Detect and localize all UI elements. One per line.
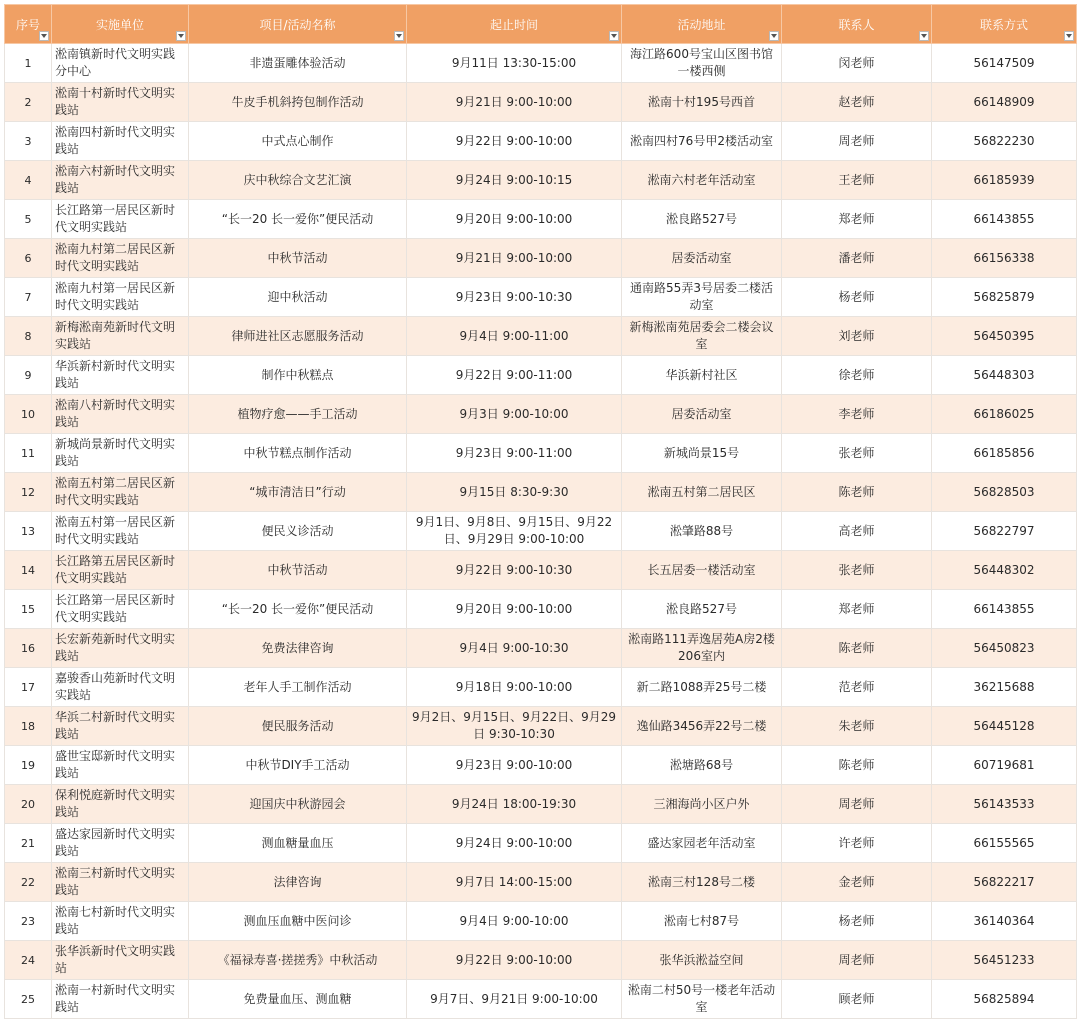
cell-time[interactable]: 9月7日、9月21日 9:00-10:00 <box>407 980 622 1019</box>
cell-unit[interactable]: 淞南八村新时代文明实践站 <box>52 395 189 434</box>
column-header-label: 活动地址 <box>677 17 726 32</box>
cell-unit[interactable]: 淞南六村新时代文明实践站 <box>52 161 189 200</box>
cell-seq[interactable]: 5 <box>5 200 52 239</box>
cell-phone[interactable]: 56448303 <box>932 356 1077 395</box>
cell-phone[interactable]: 56147509 <box>932 44 1077 83</box>
cell-unit[interactable]: 淞南镇新时代文明实践分中心 <box>52 44 189 83</box>
cell-project[interactable]: 非遗蛋雕体验活动 <box>189 44 407 83</box>
cell-contact[interactable]: 朱老师 <box>782 707 932 746</box>
cell-phone[interactable]: 56822230 <box>932 122 1077 161</box>
cell-phone[interactable]: 66155565 <box>932 824 1077 863</box>
column-header-address <box>622 5 782 44</box>
cell-time[interactable]: 9月22日 9:00-10:00 <box>407 941 622 980</box>
cell-time[interactable]: 9月24日 9:00-10:15 <box>407 161 622 200</box>
filter-dropdown-icon[interactable] <box>1064 31 1074 41</box>
cell-seq[interactable]: 21 <box>5 824 52 863</box>
cell-address[interactable]: 淞良路527号 <box>622 200 782 239</box>
cell-seq[interactable]: 24 <box>5 941 52 980</box>
cell-address[interactable]: 淞南三村128号二楼 <box>622 863 782 902</box>
cell-time[interactable]: 9月20日 9:00-10:00 <box>407 590 622 629</box>
cell-time[interactable]: 9月22日 9:00-11:00 <box>407 356 622 395</box>
cell-contact[interactable]: 陈老师 <box>782 629 932 668</box>
cell-unit[interactable]: 张华浜新时代文明实践站 <box>52 941 189 980</box>
table-row <box>5 356 1077 395</box>
cell-project[interactable]: 测血压血糖中医问诊 <box>189 902 407 941</box>
cell-phone[interactable]: 66143855 <box>932 590 1077 629</box>
cell-unit[interactable]: 淞南七村新时代文明实践站 <box>52 902 189 941</box>
cell-contact[interactable]: 周老师 <box>782 785 932 824</box>
cell-address[interactable]: 淞南七村87号 <box>622 902 782 941</box>
table-row <box>5 785 1077 824</box>
cell-address[interactable]: 新梅淞南苑居委会二楼会议室 <box>622 317 782 356</box>
cell-time[interactable]: 9月7日 14:00-15:00 <box>407 863 622 902</box>
cell-address[interactable]: 淞良路527号 <box>622 590 782 629</box>
cell-time[interactable]: 9月20日 9:00-10:00 <box>407 200 622 239</box>
cell-seq[interactable]: 22 <box>5 863 52 902</box>
cell-unit[interactable]: 嘉骏香山苑新时代文明实践站 <box>52 668 189 707</box>
cell-address[interactable]: 张华浜淞益空间 <box>622 941 782 980</box>
cell-contact[interactable]: 杨老师 <box>782 278 932 317</box>
activity-spreadsheet <box>4 4 1076 1019</box>
cell-unit[interactable]: 盛达家园新时代文明实践站 <box>52 824 189 863</box>
header-row <box>5 5 1077 44</box>
cell-phone[interactable]: 66156338 <box>932 239 1077 278</box>
cell-project[interactable]: 便民服务活动 <box>189 707 407 746</box>
table-row <box>5 44 1077 83</box>
cell-project[interactable]: 制作中秋糕点 <box>189 356 407 395</box>
cell-contact[interactable]: 陈老师 <box>782 473 932 512</box>
filter-dropdown-icon[interactable] <box>176 31 186 41</box>
cell-phone[interactable]: 56451233 <box>932 941 1077 980</box>
table-row <box>5 863 1077 902</box>
cell-project[interactable]: 中秋节DIY手工活动 <box>189 746 407 785</box>
cell-project[interactable]: “长一20 长一爱你”便民活动 <box>189 590 407 629</box>
cell-address[interactable]: 新城尚景15号 <box>622 434 782 473</box>
cell-unit[interactable]: 淞南一村新时代文明实践站 <box>52 980 189 1019</box>
filter-dropdown-icon[interactable] <box>919 31 929 41</box>
cell-unit[interactable]: 新城尚景新时代文明实践站 <box>52 434 189 473</box>
cell-unit[interactable]: 淞南四村新时代文明实践站 <box>52 122 189 161</box>
cell-project[interactable]: 牛皮手机斜挎包制作活动 <box>189 83 407 122</box>
cell-address[interactable]: 淞南路111弄逸居苑A房2楼206室内 <box>622 629 782 668</box>
cell-project[interactable]: 老年人手工制作活动 <box>189 668 407 707</box>
cell-contact[interactable]: 赵老师 <box>782 83 932 122</box>
cell-time[interactable]: 9月23日 9:00-10:00 <box>407 746 622 785</box>
cell-contact[interactable]: 陈老师 <box>782 746 932 785</box>
cell-seq[interactable]: 12 <box>5 473 52 512</box>
cell-contact[interactable]: 金老师 <box>782 863 932 902</box>
cell-unit[interactable]: 长宏新苑新时代文明实践站 <box>52 629 189 668</box>
cell-seq[interactable]: 18 <box>5 707 52 746</box>
table-row <box>5 590 1077 629</box>
cell-contact[interactable]: 周老师 <box>782 941 932 980</box>
cell-phone[interactable]: 56822217 <box>932 863 1077 902</box>
cell-address[interactable]: 淞南二村50号一楼老年活动室 <box>622 980 782 1019</box>
table-row <box>5 122 1077 161</box>
table-row <box>5 512 1077 551</box>
table-row <box>5 902 1077 941</box>
cell-seq[interactable]: 2 <box>5 83 52 122</box>
cell-contact[interactable]: 高老师 <box>782 512 932 551</box>
cell-address[interactable]: 淞南十村195号西首 <box>622 83 782 122</box>
cell-project[interactable]: 迎国庆中秋游园会 <box>189 785 407 824</box>
column-header-label: 序号 <box>15 17 40 32</box>
cell-address[interactable]: 盛达家园老年活动室 <box>622 824 782 863</box>
cell-phone[interactable]: 66148909 <box>932 83 1077 122</box>
cell-address[interactable]: 淞塘路68号 <box>622 746 782 785</box>
cell-time[interactable]: 9月24日 18:00-19:30 <box>407 785 622 824</box>
cell-phone[interactable]: 66185856 <box>932 434 1077 473</box>
table-row <box>5 278 1077 317</box>
column-header-time <box>407 5 622 44</box>
cell-project[interactable]: 植物疗愈——手工活动 <box>189 395 407 434</box>
cell-project[interactable]: 中秋节活动 <box>189 239 407 278</box>
cell-unit[interactable]: 长江路第一居民区新时代文明实践站 <box>52 590 189 629</box>
cell-seq[interactable]: 14 <box>5 551 52 590</box>
cell-unit[interactable]: 长江路第一居民区新时代文明实践站 <box>52 200 189 239</box>
column-header-label: 实施单位 <box>95 17 144 32</box>
cell-seq[interactable]: 11 <box>5 434 52 473</box>
cell-address[interactable]: 居委活动室 <box>622 395 782 434</box>
filter-dropdown-icon[interactable] <box>769 31 779 41</box>
cell-contact[interactable]: 杨老师 <box>782 902 932 941</box>
cell-seq[interactable]: 25 <box>5 980 52 1019</box>
cell-phone[interactable]: 66185939 <box>932 161 1077 200</box>
cell-seq[interactable]: 8 <box>5 317 52 356</box>
table-row <box>5 668 1077 707</box>
column-header-label: 联系人 <box>838 17 875 32</box>
cell-phone[interactable]: 56822797 <box>932 512 1077 551</box>
cell-phone[interactable]: 56450395 <box>932 317 1077 356</box>
cell-seq[interactable]: 16 <box>5 629 52 668</box>
cell-unit[interactable]: 淞南十村新时代文明实践站 <box>52 83 189 122</box>
cell-unit[interactable]: 华浜新村新时代文明实践站 <box>52 356 189 395</box>
cell-phone[interactable]: 56445128 <box>932 707 1077 746</box>
cell-time[interactable]: 9月2日、9月15日、9月22日、9月29日 9:30-10:30 <box>407 707 622 746</box>
table-row <box>5 317 1077 356</box>
cell-project[interactable]: 免费法律咨询 <box>189 629 407 668</box>
cell-address[interactable]: 逸仙路3456弄22号二楼 <box>622 707 782 746</box>
table-row <box>5 551 1077 590</box>
table-row <box>5 161 1077 200</box>
cell-phone[interactable]: 60719681 <box>932 746 1077 785</box>
table-row <box>5 941 1077 980</box>
cell-contact[interactable]: 许老师 <box>782 824 932 863</box>
cell-phone[interactable]: 56448302 <box>932 551 1077 590</box>
cell-seq[interactable]: 4 <box>5 161 52 200</box>
cell-unit[interactable]: 华浜二村新时代文明实践站 <box>52 707 189 746</box>
cell-time[interactable]: 9月22日 9:00-10:00 <box>407 122 622 161</box>
cell-seq[interactable]: 23 <box>5 902 52 941</box>
cell-project[interactable]: 中式点心制作 <box>189 122 407 161</box>
cell-unit[interactable]: 保利悦庭新时代文明实践站 <box>52 785 189 824</box>
cell-phone[interactable]: 66143855 <box>932 200 1077 239</box>
cell-project[interactable]: 迎中秋活动 <box>189 278 407 317</box>
cell-unit[interactable]: 淞南五村第二居民区新时代文明实践站 <box>52 473 189 512</box>
table-row <box>5 824 1077 863</box>
cell-address[interactable]: 居委活动室 <box>622 239 782 278</box>
table-body <box>5 44 1077 1019</box>
cell-seq[interactable]: 17 <box>5 668 52 707</box>
cell-project[interactable]: 律师进社区志愿服务活动 <box>189 317 407 356</box>
column-header-seq <box>5 5 52 44</box>
cell-time[interactable]: 9月21日 9:00-10:00 <box>407 239 622 278</box>
cell-address[interactable]: 淞南四村76号甲2楼活动室 <box>622 122 782 161</box>
cell-time[interactable]: 9月4日 9:00-10:30 <box>407 629 622 668</box>
cell-unit[interactable]: 盛世宝邸新时代文明实践站 <box>52 746 189 785</box>
cell-seq[interactable]: 13 <box>5 512 52 551</box>
table-row <box>5 239 1077 278</box>
cell-project[interactable]: 中秋节活动 <box>189 551 407 590</box>
cell-address[interactable]: 淞南五村第二居民区 <box>622 473 782 512</box>
cell-time[interactable]: 9月22日 9:00-10:30 <box>407 551 622 590</box>
cell-seq[interactable]: 1 <box>5 44 52 83</box>
cell-contact[interactable]: 范老师 <box>782 668 932 707</box>
cell-time[interactable]: 9月3日 9:00-10:00 <box>407 395 622 434</box>
filter-dropdown-icon[interactable] <box>39 31 49 41</box>
table-row <box>5 395 1077 434</box>
cell-contact[interactable]: 徐老师 <box>782 356 932 395</box>
cell-unit[interactable]: 长江路第五居民区新时代文明实践站 <box>52 551 189 590</box>
cell-project[interactable]: 法律咨询 <box>189 863 407 902</box>
cell-time[interactable]: 9月11日 13:30-15:00 <box>407 44 622 83</box>
cell-contact[interactable]: 潘老师 <box>782 239 932 278</box>
cell-unit[interactable]: 淞南三村新时代文明实践站 <box>52 863 189 902</box>
table-row <box>5 200 1077 239</box>
cell-seq[interactable]: 3 <box>5 122 52 161</box>
cell-time[interactable]: 9月23日 9:00-10:30 <box>407 278 622 317</box>
cell-phone[interactable]: 36140364 <box>932 902 1077 941</box>
column-header-contact <box>782 5 932 44</box>
table-row <box>5 707 1077 746</box>
column-header-label: 联系方式 <box>979 17 1028 32</box>
cell-contact[interactable]: 郑老师 <box>782 200 932 239</box>
table-row <box>5 980 1077 1019</box>
cell-project[interactable]: 中秋节糕点制作活动 <box>189 434 407 473</box>
activity-table <box>4 4 1077 1019</box>
filter-dropdown-icon[interactable] <box>394 31 404 41</box>
column-header-label: 项目/活动名称 <box>259 17 336 32</box>
table-row <box>5 83 1077 122</box>
cell-unit[interactable]: 新梅淞南苑新时代文明实践站 <box>52 317 189 356</box>
cell-phone[interactable]: 36215688 <box>932 668 1077 707</box>
cell-address[interactable]: 三湘海尚小区户外 <box>622 785 782 824</box>
cell-address[interactable]: 通南路55弄3号居委二楼活动室 <box>622 278 782 317</box>
cell-time[interactable]: 9月4日 9:00-10:00 <box>407 902 622 941</box>
cell-project[interactable]: 庆中秋综合文艺汇演 <box>189 161 407 200</box>
cell-phone[interactable]: 56825879 <box>932 278 1077 317</box>
cell-time[interactable]: 9月4日 9:00-11:00 <box>407 317 622 356</box>
table-row <box>5 434 1077 473</box>
cell-phone[interactable]: 66186025 <box>932 395 1077 434</box>
cell-unit[interactable]: 淞南五村第一居民区新时代文明实践站 <box>52 512 189 551</box>
filter-dropdown-icon[interactable] <box>609 31 619 41</box>
cell-seq[interactable]: 19 <box>5 746 52 785</box>
cell-time[interactable]: 9月18日 9:00-10:00 <box>407 668 622 707</box>
cell-seq[interactable]: 9 <box>5 356 52 395</box>
column-header-unit <box>52 5 189 44</box>
cell-phone[interactable]: 56143533 <box>932 785 1077 824</box>
table-row <box>5 629 1077 668</box>
cell-contact[interactable]: 刘老师 <box>782 317 932 356</box>
cell-time[interactable]: 9月15日 8:30-9:30 <box>407 473 622 512</box>
cell-project[interactable]: 便民义诊活动 <box>189 512 407 551</box>
cell-contact[interactable]: 周老师 <box>782 122 932 161</box>
cell-contact[interactable]: 李老师 <box>782 395 932 434</box>
cell-time[interactable]: 9月24日 9:00-10:00 <box>407 824 622 863</box>
cell-contact[interactable]: 张老师 <box>782 434 932 473</box>
cell-project[interactable]: “城市清洁日”行动 <box>189 473 407 512</box>
cell-address[interactable]: 淞肇路88号 <box>622 512 782 551</box>
cell-time[interactable]: 9月21日 9:00-10:00 <box>407 83 622 122</box>
cell-seq[interactable]: 10 <box>5 395 52 434</box>
column-header-project <box>189 5 407 44</box>
cell-phone[interactable]: 56825894 <box>932 980 1077 1019</box>
cell-address[interactable]: 淞南六村老年活动室 <box>622 161 782 200</box>
cell-address[interactable]: 新二路1088弄25号二楼 <box>622 668 782 707</box>
cell-unit[interactable]: 淞南九村第一居民区新时代文明实践站 <box>52 278 189 317</box>
cell-time[interactable]: 9月23日 9:00-11:00 <box>407 434 622 473</box>
table-row <box>5 473 1077 512</box>
cell-contact[interactable]: 郑老师 <box>782 590 932 629</box>
cell-contact[interactable]: 张老师 <box>782 551 932 590</box>
cell-seq[interactable]: 15 <box>5 590 52 629</box>
table-row <box>5 746 1077 785</box>
cell-phone[interactable]: 56828503 <box>932 473 1077 512</box>
cell-seq[interactable]: 7 <box>5 278 52 317</box>
cell-time[interactable]: 9月1日、9月8日、9月15日、9月22日、9月29日 9:00-10:00 <box>407 512 622 551</box>
column-header-phone <box>932 5 1077 44</box>
cell-project[interactable]: “长一20 长一爱你”便民活动 <box>189 200 407 239</box>
cell-address[interactable]: 长五居委一楼活动室 <box>622 551 782 590</box>
cell-address[interactable]: 海江路600号宝山区图书馆一楼西侧 <box>622 44 782 83</box>
cell-contact[interactable]: 闵老师 <box>782 44 932 83</box>
cell-seq[interactable]: 6 <box>5 239 52 278</box>
cell-unit[interactable]: 淞南九村第二居民区新时代文明实践站 <box>52 239 189 278</box>
cell-project[interactable]: 《福禄寿喜·搓搓秀》中秋活动 <box>189 941 407 980</box>
cell-contact[interactable]: 顾老师 <box>782 980 932 1019</box>
cell-contact[interactable]: 王老师 <box>782 161 932 200</box>
cell-address[interactable]: 华浜新村社区 <box>622 356 782 395</box>
column-header-label: 起止时间 <box>489 17 538 32</box>
cell-project[interactable]: 测血糖量血压 <box>189 824 407 863</box>
cell-seq[interactable]: 20 <box>5 785 52 824</box>
cell-project[interactable]: 免费量血压、测血糖 <box>189 980 407 1019</box>
cell-phone[interactable]: 56450823 <box>932 629 1077 668</box>
